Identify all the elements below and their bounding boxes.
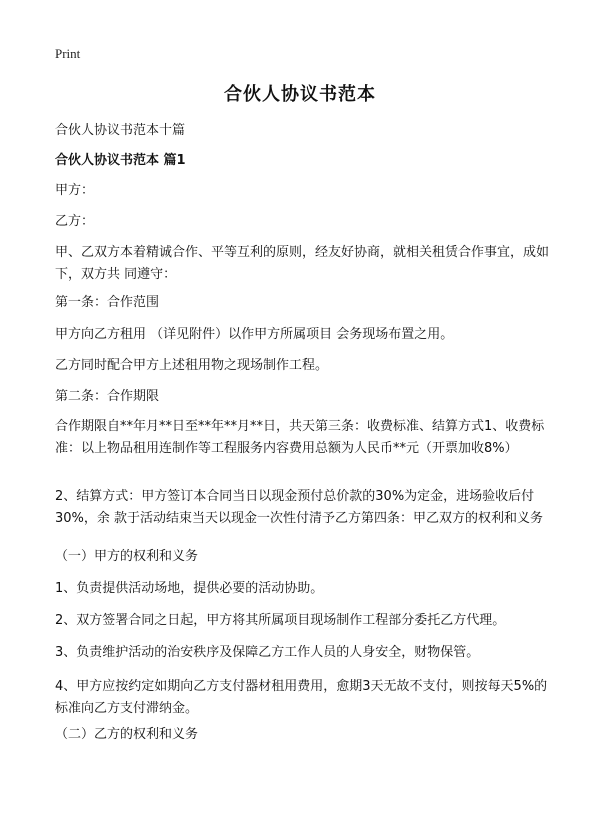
article-1-heading: 第一条：合作范围 [55, 295, 160, 310]
settlement-paragraph: 2、结算方式：甲方签订本合同当日以现金预付总价款的30%为定金，进场验收后付30%，余 款于活动结束当天以现金一次性付清予乙方第四条：甲乙双方的权利和义务 [55, 489, 544, 526]
section-heading: 合伙人协议书范本 篇1 [55, 153, 186, 168]
article-2-heading: 第二条：合作期限 [55, 389, 160, 404]
subtitle: 合伙人协议书范本十篇 [55, 123, 186, 138]
page-title: 合伙人协议书范本 [224, 84, 376, 105]
party-a-duty-3: 3、负责维护活动的治安秩序及保障乙方工作人员的人身安全，财物保管。 [55, 645, 480, 660]
party-a-line: 甲方： [55, 183, 95, 198]
article-1-text-2: 乙方同时配合甲方上述租用物之现场制作工程。 [55, 358, 329, 373]
party-a-rights-heading: （一）甲方的权利和义务 [55, 549, 199, 564]
party-b-rights-heading: （二）乙方的权利和义务 [55, 727, 199, 742]
party-b-line: 乙方： [55, 214, 95, 229]
article-1-text: 甲方向乙方租用 （详见附件）以作甲方所属项目 会务现场布置之用。 [55, 327, 454, 342]
article-2-text: 合作期限自**年月**日至**年**月**日，共天第三条：收费标准、结算方式1、收费标准：以上物品租用连制作等工程服务内容费用总额为人民币**元（开票加收8%） [55, 419, 545, 456]
party-a-duty-4: 4、甲方应按约定如期向乙方支付器材租用费用，愈期3天无故不支付，则按每天5%的标准向乙方支付滞纳金。 [55, 679, 548, 716]
party-a-duty-1: 1、负责提供活动场地，提供必要的活动协助。 [55, 581, 324, 596]
party-a-duty-2: 2、双方签署合同之日起，甲方将其所属项目现场制作工程部分委托乙方代理。 [55, 613, 506, 628]
print-link[interactable]: Print [55, 46, 81, 61]
intro-paragraph: 甲、乙双方本着精诚合作、平等互利的原则，经友好协商，就相关租赁合作事宜，成如下，双方共 同遵守： [55, 245, 550, 282]
